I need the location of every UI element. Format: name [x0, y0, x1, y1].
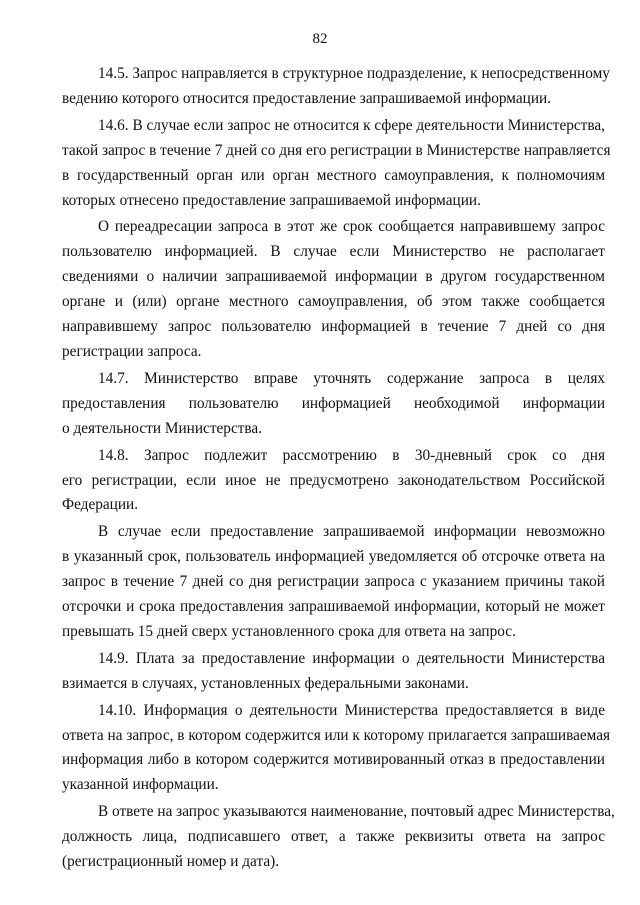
paragraph-line: регистрации запроса. — [62, 342, 202, 360]
paragraph — [62, 647, 605, 697]
paragraph-line: такой запрос в течение 7 дней со дня его регистрации в Министерстве направляется — [62, 141, 611, 159]
paragraph-line: В случае если предоставление запрашиваемой информации невозможно — [98, 523, 605, 541]
paragraph-line: предоставления пользователю информацией необходимой информации — [62, 394, 605, 412]
paragraph-line: в указанный срок, пользователь информацией уведомляется об отсрочке ответа на — [62, 548, 605, 566]
paragraph-line: в государственный орган или орган местного самоуправления, к полномочиям — [62, 166, 605, 184]
paragraph-line: 14.5. Запрос направляется в структурное подразделение, к непосредственному — [98, 65, 610, 82]
paragraph — [62, 62, 610, 112]
page-number: 82 — [312, 31, 328, 47]
paragraph-line: взимается в случаях, установленных федеральными законами. — [62, 674, 469, 692]
paragraph-line: превышать 15 дней сверх установленного срока для ответа на запрос. — [62, 622, 516, 640]
paragraph-line: 14.6. В случае если запрос не относится к сфере деятельности Министерства, — [98, 116, 605, 134]
paragraph-line: ответа на запрос, в котором содержится или к которому прилагается запрашиваемая — [62, 726, 611, 744]
paragraph-line: которых отнесено предоставление запрашиваемой информации. — [62, 191, 481, 209]
paragraph-line: указанной информации. — [62, 776, 219, 794]
paragraph — [62, 800, 615, 875]
paragraph-line: его регистрации, если иное не предусмотрено законодательством Российской — [62, 471, 605, 489]
paragraph — [62, 114, 611, 214]
paragraph-line: О переадресации запроса в этот же срок сообщается направившему запрос — [98, 218, 605, 236]
paragraph-line: направившему запрос пользователю информацией в течение 7 дней со дня — [62, 318, 605, 336]
paragraph-line: отсрочки и срока предоставления запрашиваемой информации, который не может — [62, 598, 605, 616]
paragraph-line: информация либо в котором содержится мотивированный отказ в предоставлении — [62, 751, 605, 769]
paragraph — [62, 215, 605, 364]
paragraph-line: должность лица, подписавшего ответ, а также реквизиты ответа на запрос — [62, 828, 605, 846]
paragraph-line: 14.8. Запрос подлежит рассмотрению в 30-дневный срок со дня — [98, 446, 605, 464]
paragraph-line: В ответе на запрос указываются наименование, почтовый адрес Министерства, — [98, 803, 615, 821]
document-body — [62, 62, 615, 877]
paragraph — [62, 367, 605, 442]
paragraph-line: 14.9. Плата за предоставление информации о деятельности Министерства — [98, 649, 605, 667]
paragraph-line: 14.10. Информация о деятельности Министерства предоставляется в виде — [98, 701, 605, 719]
paragraph-line: пользователю информацией. В случае если Министерство не располагает — [62, 243, 605, 261]
paragraph-line: 14.7. Министерство вправе уточнять содержание запроса в целях — [98, 369, 605, 387]
paragraph-line: о деятельности Министерства. — [62, 419, 263, 437]
paragraph-line: органе и (или) органе местного самоуправления, об этом также сообщается — [62, 293, 605, 311]
paragraph — [62, 699, 611, 799]
paragraph-line: ведению которого относится предоставление запрашиваемой информации. — [62, 89, 552, 107]
paragraph-line: сведениями о наличии запрашиваемой информации в другом государственном — [62, 268, 605, 286]
paragraph-line: Федерации. — [62, 496, 139, 514]
paragraph-line: (регистрационный номер и дата). — [62, 853, 280, 871]
paragraph — [62, 444, 605, 519]
paragraph-line: запрос в течение 7 дней со дня регистрации запроса с указанием причины такой — [62, 573, 605, 591]
paragraph — [62, 520, 605, 645]
